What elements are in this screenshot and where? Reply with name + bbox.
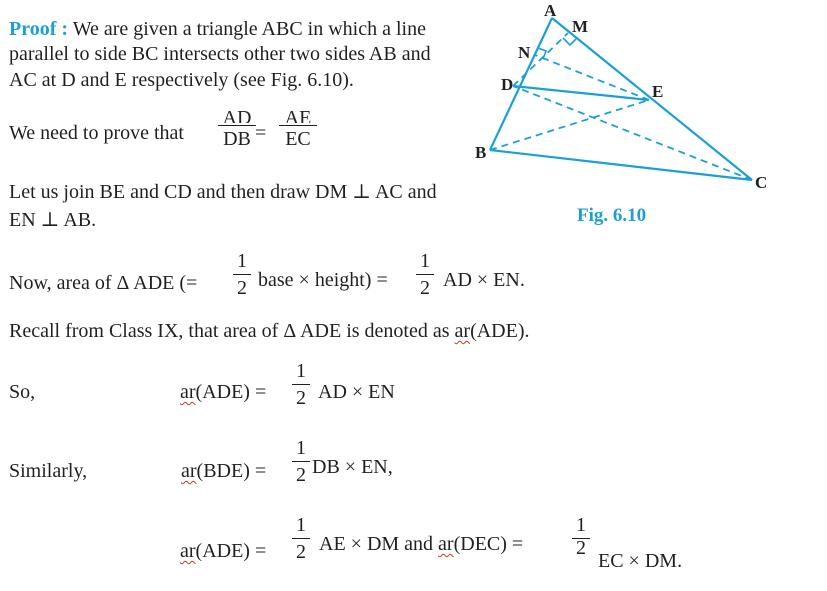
fraction-denominator: 2: [296, 541, 306, 563]
so-rhs: AD × EN: [318, 381, 395, 403]
proof-line-2: parallel to side BC intersects other two sides AB and: [9, 43, 431, 65]
fraction-numerator: AD: [222, 107, 252, 123]
last-ar-1: ar: [180, 540, 196, 562]
recall-before: Recall from Class IX, that area of Δ ADE is denoted as: [9, 320, 455, 342]
last-mid2-text: (DEC) =: [453, 533, 524, 555]
fraction-denominator: 2: [296, 387, 306, 409]
fraction-denominator: 2: [420, 277, 430, 299]
fraction-numerator: 1: [237, 250, 247, 272]
so-lhs-text: (ADE) =: [195, 381, 267, 403]
so-label: So,: [9, 381, 36, 403]
recall-ar: ar: [454, 320, 471, 342]
last-mid-text: AE × DM and: [319, 533, 439, 555]
similarly-lhs-text: (BDE) =: [196, 460, 267, 482]
label-n: N: [518, 43, 531, 62]
label-b: B: [475, 143, 487, 162]
last-rhs: EC × DM.: [598, 550, 683, 572]
label-a: A: [544, 1, 557, 20]
proof-line-3: AC at D and E respectively (see Fig. 6.10).: [9, 69, 354, 91]
fraction-denominator: 2: [296, 464, 306, 486]
now-prefix: Now, area of Δ ADE (=: [9, 272, 198, 294]
fraction-numerator: 1: [576, 514, 586, 536]
fraction-numerator: 1: [296, 514, 306, 536]
last-ar-2: ar: [438, 533, 454, 555]
equals-sign: =: [255, 122, 267, 144]
label-d: D: [501, 75, 514, 94]
right-angle-marks: [538, 38, 576, 59]
similarly-rhs: DB × EN,: [312, 456, 393, 478]
figure-caption: Fig. 6.10: [577, 205, 647, 226]
join-line-1: Let us join BE and CD and then draw DM ⊥ AC and: [9, 181, 437, 203]
fraction-denominator: 2: [237, 277, 247, 299]
similarly-label: Similarly,: [9, 460, 88, 482]
label-e: E: [652, 82, 664, 101]
last-lhs-text: (ADE) =: [195, 540, 267, 562]
so-ar: ar: [180, 381, 196, 403]
fraction-numerator: 1: [420, 250, 430, 272]
recall-after: (ADE).: [470, 320, 530, 342]
fraction-numerator: 1: [296, 360, 306, 382]
segment-de: [513, 86, 649, 100]
need-text: We need to prove that: [9, 122, 184, 144]
label-m: M: [572, 17, 589, 36]
right-angle-m: [563, 38, 576, 45]
label-c: C: [755, 173, 768, 192]
fraction-numerator: 1: [296, 437, 306, 459]
fraction-numerator: AE: [284, 107, 312, 123]
fraction-denominator: DB: [223, 128, 251, 150]
similarly-ar: ar: [181, 460, 197, 482]
proof-text-1: We are given a triangle ABC in which a line: [68, 18, 426, 40]
fraction-denominator: EC: [285, 128, 311, 150]
fraction-denominator: 2: [576, 541, 586, 555]
proof-label: Proof :: [9, 18, 69, 40]
side-ab: [490, 18, 552, 150]
now-suffix: AD × EN.: [443, 269, 525, 291]
now-mid: base × height) =: [258, 269, 388, 291]
join-line-2: EN ⊥ AB.: [9, 209, 97, 231]
